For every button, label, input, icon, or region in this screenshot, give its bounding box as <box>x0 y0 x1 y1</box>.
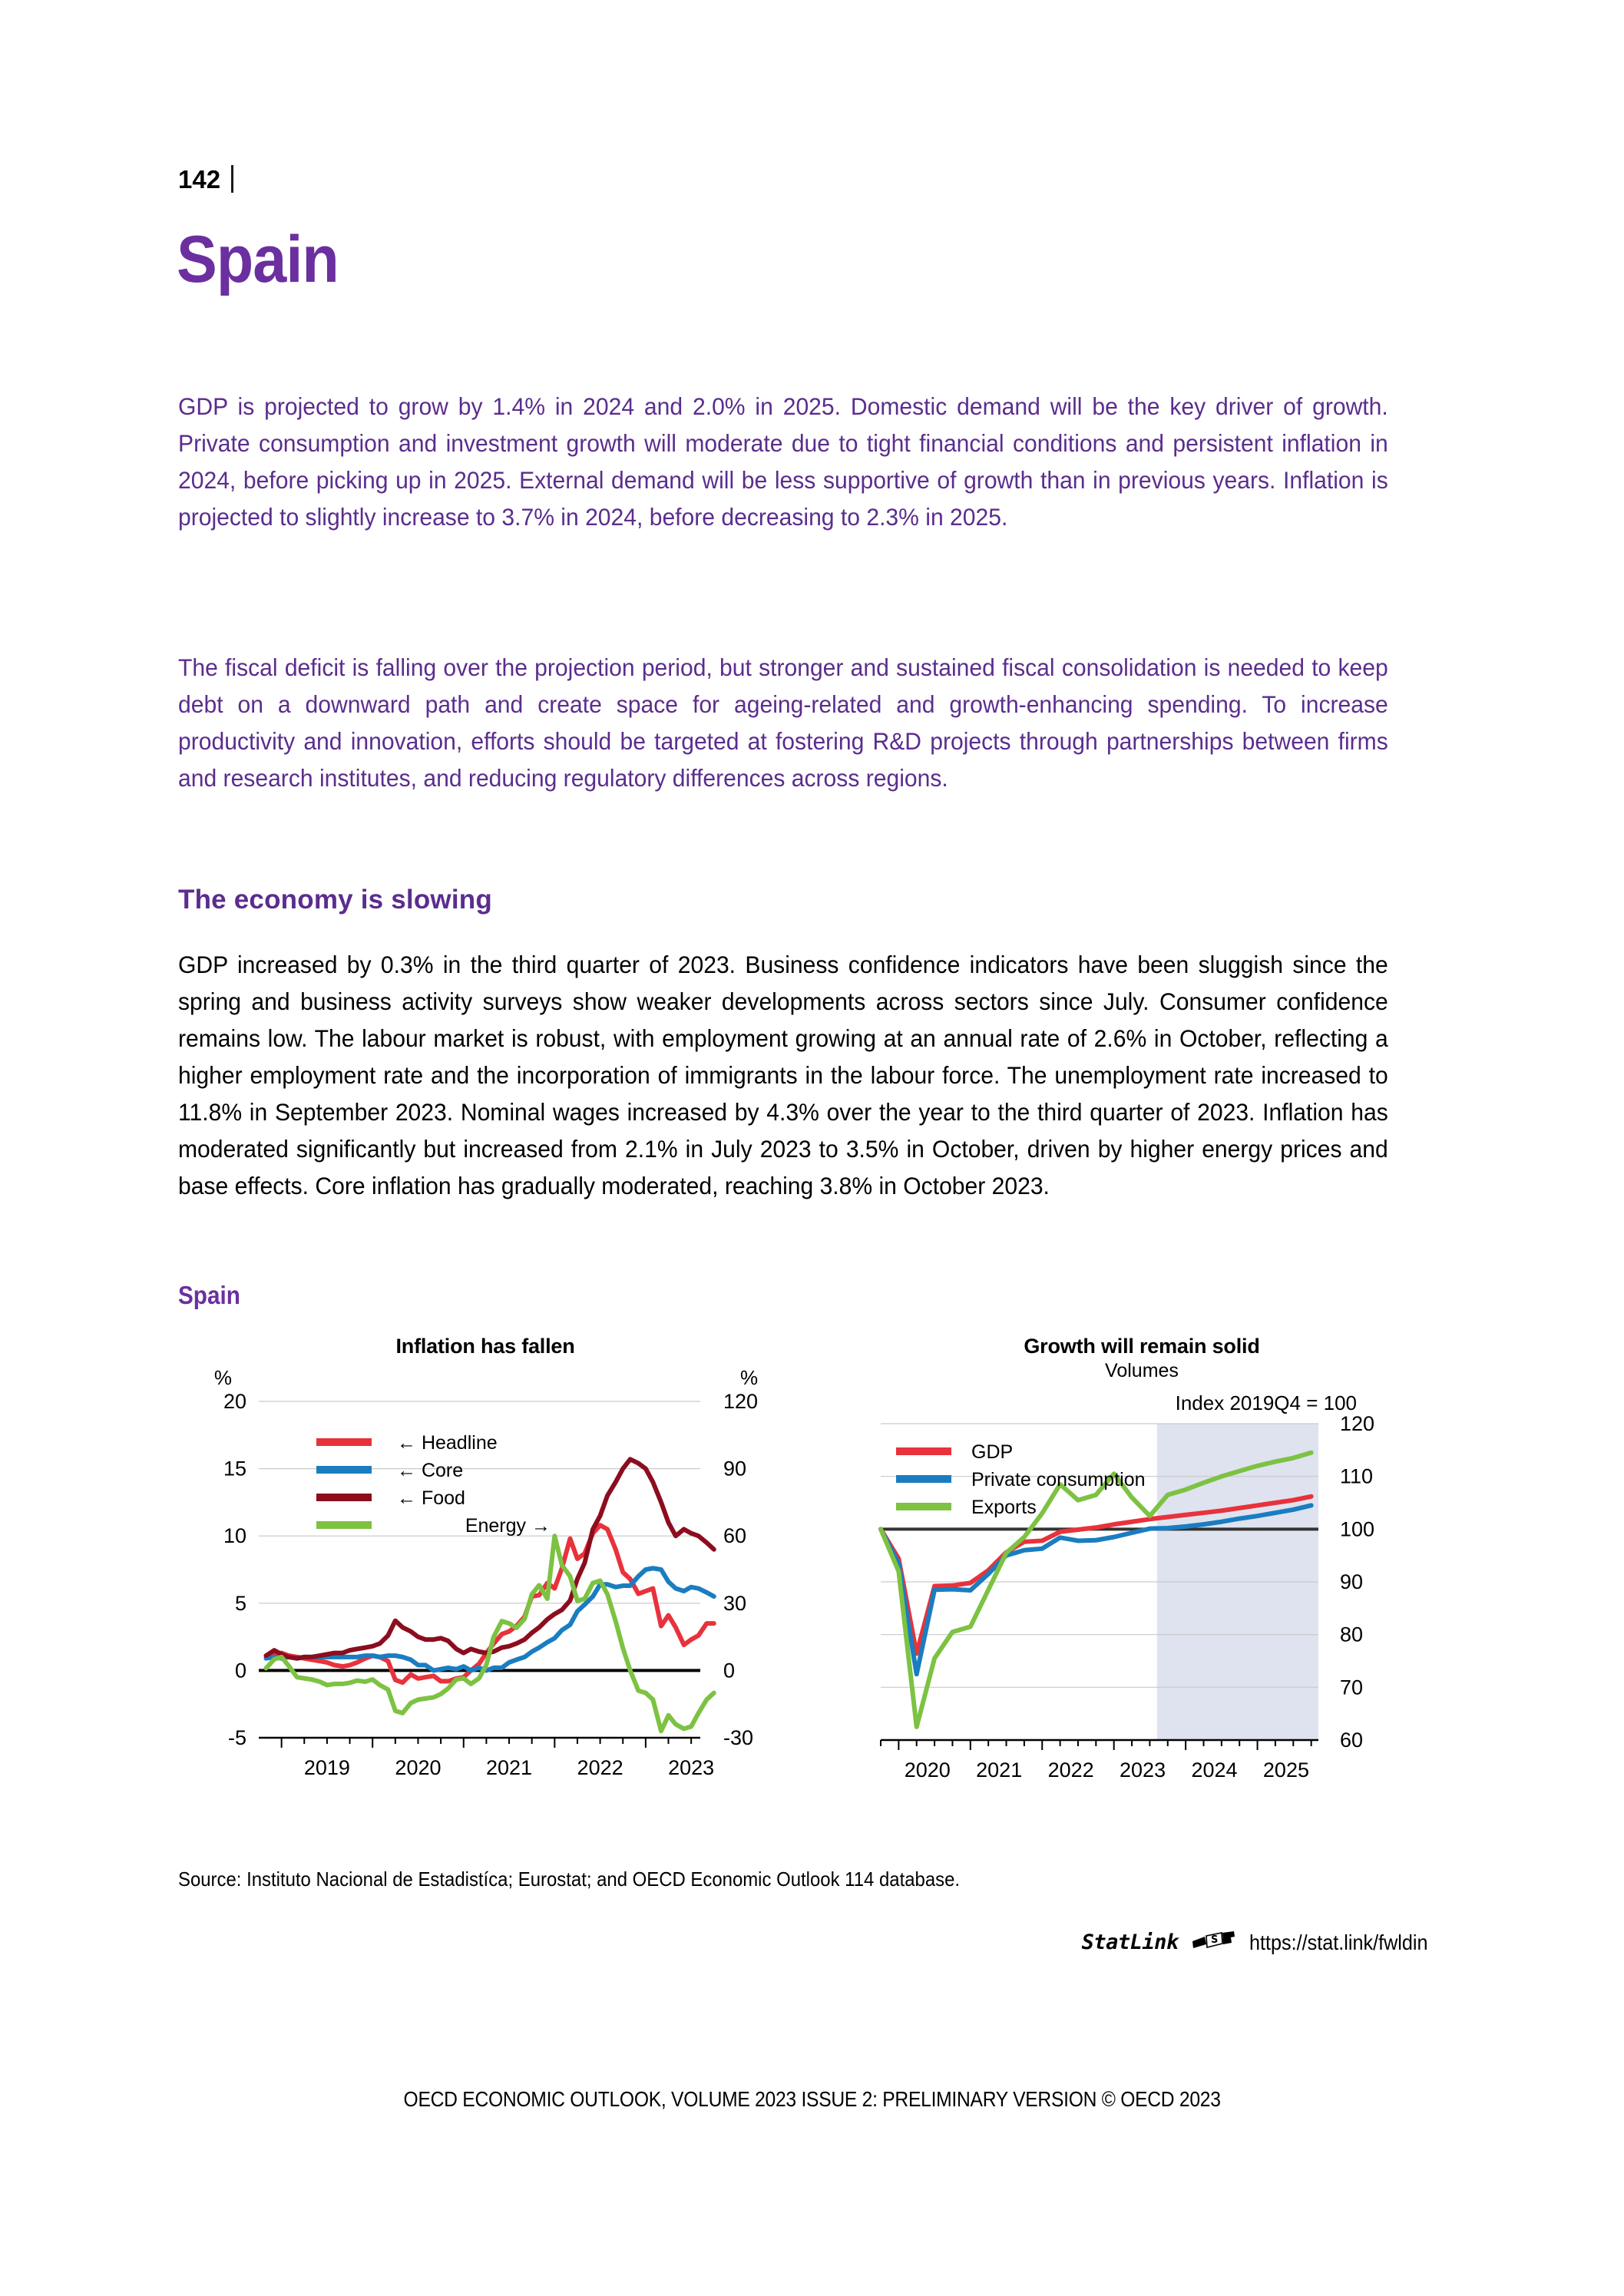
y-axis-tick: 100 <box>1340 1517 1375 1541</box>
intro-paragraph-1: GDP is projected to grow by 1.4% in 2024 and 2.0% in 2025. Domestic demand will be the key driver of growth. Private consumption and investment growth will moderate due to tight financial conditions and persistent inflation in 2024, before picking up in 2025. External demand will be less supportive of growth than in previous years. Inflation is projected to slightly increase to 3.7% in 2024, before decreasing to 2.3% in 2025. <box>178 392 1388 531</box>
left-axis-tick: 0 <box>234 1659 246 1682</box>
x-axis-label: 2022 <box>577 1756 623 1779</box>
x-axis-label: 2024 <box>1191 1758 1238 1782</box>
chart-growth-plot <box>835 1385 1449 1838</box>
x-axis-label: 2020 <box>395 1756 442 1779</box>
statlink-url[interactable]: https://stat.link/fwldin <box>1249 1930 1428 1954</box>
chart-growth-title: Growth will remain solid <box>1024 1335 1260 1358</box>
page-number: 142 <box>178 164 221 194</box>
y-axis-tick: 70 <box>1340 1676 1364 1699</box>
page-number-row <box>178 165 233 193</box>
intro-paragraph-2: The fiscal deficit is falling over the projection period, but stronger and sustained fiscal consolidation is needed to keep debt on a downward path and create space for ageing-related and growth-enhancing spending. To increase productivity and innovation, efforts should be targeted at fostering R&D projects through partnerships between firms and research institutes, and reducing regulatory differences across regions. <box>178 653 1388 792</box>
right-axis-tick: 0 <box>723 1659 736 1682</box>
source-note: Source: Instituto Nacional de Estadistíca; Eurostat; and OECD Economic Outlook 114 database. <box>178 1868 961 1891</box>
page-number-divider <box>231 165 233 193</box>
x-axis-label: 2022 <box>1047 1758 1094 1782</box>
legend-label-energy: Energy → <box>465 1515 551 1537</box>
x-axis-label: 2020 <box>904 1758 951 1782</box>
legend-label-core: ← Core <box>397 1460 464 1481</box>
charts-container <box>178 1335 1449 1857</box>
x-axis-label: 2021 <box>485 1756 533 1779</box>
legend-label-food: ← Food <box>397 1487 465 1509</box>
right-axis-tick: -30 <box>723 1726 754 1749</box>
footer-text: OECD ECONOMIC OUTLOOK, VOLUME 2023 ISSUE 2: PRELIMINARY VERSION © OECD 2023 <box>403 2087 1221 2111</box>
legend-label-headline: ← Headline <box>397 1432 498 1454</box>
statlink-row[interactable] <box>1082 1929 1447 1956</box>
y-axis-tick: 80 <box>1340 1623 1364 1646</box>
right-axis-tick: 90 <box>723 1457 747 1480</box>
y-axis-tick: 90 <box>1340 1570 1364 1593</box>
chart-growth <box>835 1335 1449 1857</box>
x-axis-label: 2023 <box>668 1756 715 1779</box>
chart-inflation-title: Inflation has fallen <box>395 1335 575 1358</box>
chart-inflation <box>178 1335 792 1857</box>
y-axis-tick: 60 <box>1340 1729 1364 1752</box>
right-axis-tick: 60 <box>723 1524 747 1548</box>
right-axis-unit: % <box>740 1366 759 1389</box>
x-axis-label: 2019 <box>303 1756 350 1779</box>
x-axis-label: 2023 <box>1120 1758 1166 1782</box>
left-axis-tick: -5 <box>227 1726 246 1749</box>
left-axis-tick: 5 <box>234 1591 246 1615</box>
y-axis-tick: 110 <box>1340 1464 1374 1488</box>
y-axis-tick: 120 <box>1340 1412 1375 1435</box>
chart-growth-subtitle: Volumes <box>1105 1360 1179 1381</box>
chart-inflation-plot <box>178 1361 792 1838</box>
figure-label: Spain <box>178 1281 240 1309</box>
left-axis-unit: % <box>213 1366 232 1389</box>
statlink-icon <box>1191 1929 1237 1956</box>
series-food <box>266 1459 713 1658</box>
svg-text:S: S <box>1210 1934 1219 1946</box>
right-axis-tick: 30 <box>723 1591 747 1615</box>
statlink-label: StatLink <box>1081 1930 1179 1954</box>
page-title: Spain <box>177 223 339 296</box>
series-energy <box>266 1536 713 1731</box>
section-heading: The economy is slowing <box>178 885 492 915</box>
page-footer <box>0 2087 1624 2112</box>
x-axis-label: 2021 <box>976 1758 1023 1782</box>
legend-label-gdp: GDP <box>971 1441 1014 1463</box>
x-axis-label: 2025 <box>1262 1758 1309 1782</box>
left-axis-tick: 15 <box>223 1457 246 1480</box>
legend-label-private-consumption: Private consumption <box>971 1469 1146 1490</box>
index-note: Index 2019Q4 = 100 <box>1175 1391 1357 1414</box>
right-axis-tick: 120 <box>723 1390 759 1413</box>
legend-label-exports: Exports <box>971 1497 1037 1518</box>
left-axis-tick: 10 <box>223 1524 246 1548</box>
section-body-text: GDP increased by 0.3% in the third quarter of 2023. Business confidence indicators have been sluggish since the spring and business activity surveys show weaker developments across sectors since July. Consumer confidence remains low. The labour market is robust, with employment growing at an annual rate of 2.6% in October, reflecting a higher employment rate and the incorporation of immigrants in the labour force. The unemployment rate increased to 11.8% in September 2023. Nominal wages increased by 4.3% over the year to the third quarter of 2023. Inflation has moderated significantly but increased from 2.1% in July 2023 to 3.5% in October, driven by higher energy prices and base effects. Core inflation has gradually moderated, reaching 3.8% in October 2023. <box>178 951 1388 1199</box>
left-axis-tick: 20 <box>223 1390 246 1413</box>
